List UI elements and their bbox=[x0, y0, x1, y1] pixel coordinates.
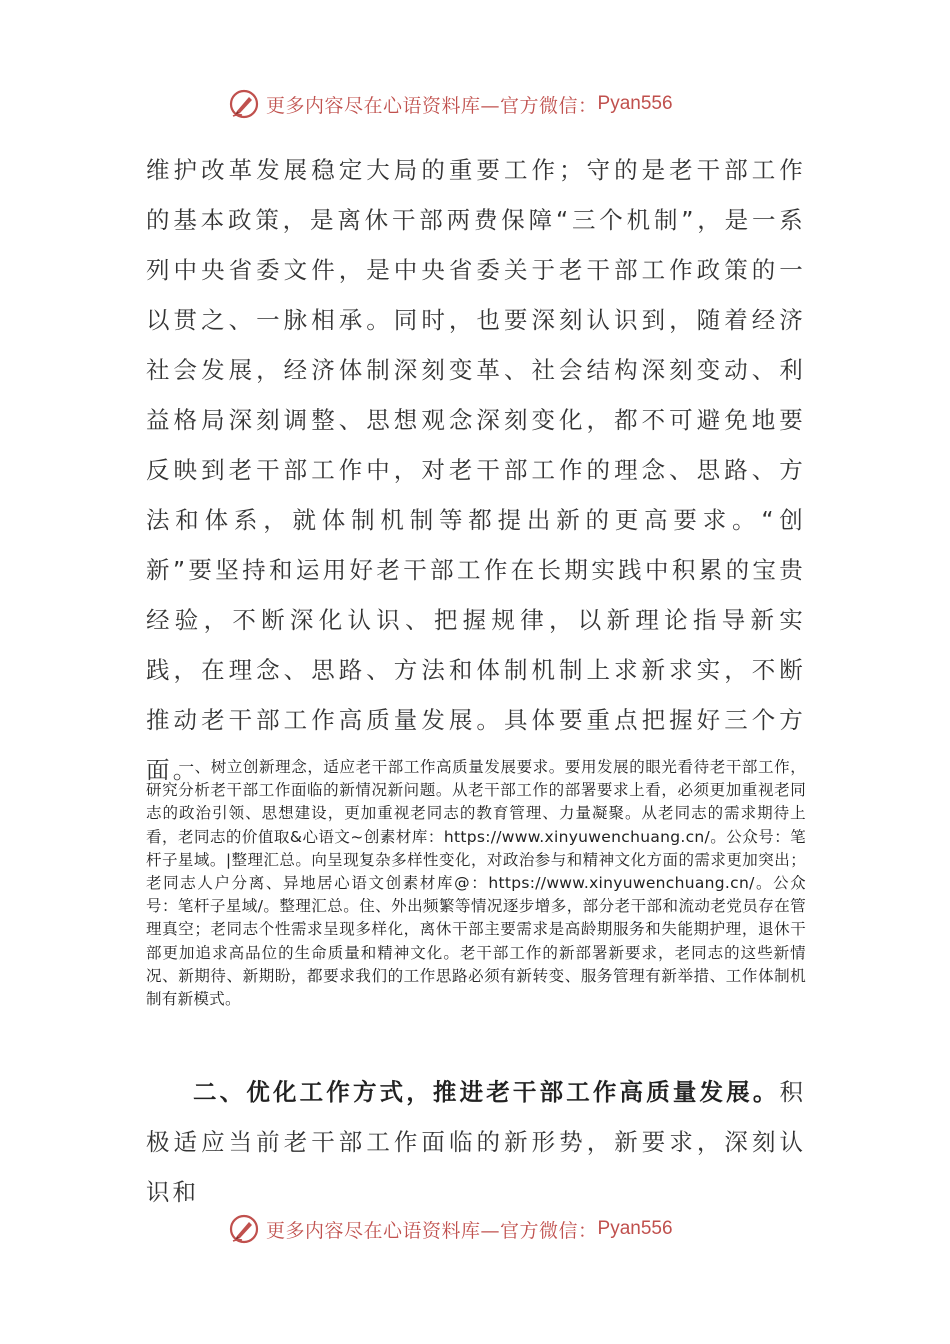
body-paragraph: 维护改革发展稳定大局的重要工作；守的是老干部工作的基本政策，是离休干部两费保障“三个机制”，是一系列中央省委文件，是中央省委关于老干部工作政策的一以贯之、一脉相承。同时，也要深刻认识到，随着经济社会发展，经济体制深刻变革、社会结构深刻变动、利益格局深刻调整、思想观念深刻变化，都不可避免地要反映到老干部工作中，对老干部工作的理念、思路、方法和体系，就体制机制等都提出新的更高要求。“创新”要坚持和运用好老干部工作在长期实践中积累的宝贵经验，不断深化认识、把握规律，以新理论指导新实践，在理念、思路、方法和体制机制上求新求实，不断推动老干部工作高质量发展。具体要重点把握好三个方面。 bbox=[146, 156, 806, 784]
header-banner-wechat: Pyan556 bbox=[597, 93, 673, 114]
footer-banner-wechat: Pyan556 bbox=[597, 1218, 673, 1239]
footer-banner bbox=[228, 1212, 728, 1246]
footer-banner-text: 更多内容尽在心语资料库—官方微信： bbox=[266, 1219, 598, 1242]
section1-paragraph: 一、树立创新理念，适应老干部工作高质量发展要求。要用发展的眼光看待老干部工作，研究分析老干部工作面临的新情况新问题。从老干部工作的部署要求上看，必须更加重视老同志的政治引领、思想建设，更加重视老同志的教育管理、力量凝聚。从老同志的需求期待上看，老同志的价值取&心语文~创素材库：https://www.xinyuwenchuang.cn/。公众号：笔杆子星域。|整理汇总。向呈现复杂多样性变化，对政治参与和精神文化方面的需求更加突出；老同志人户分离、异地居心语文创素材库@：https://www.xinyuwenchuang.cn/。公众号：笔杆子星域/。整理汇总。住、外出频繁等情况逐步增多，部分老干部和流动老党员存在管理真空；老同志个性需求呈现多样化，离休干部主要需求是高龄期服务和失能期护理，退休干部更加追求高品位的生命质量和精神文化。老干部工作的新部署新要求，老同志的这些新情况、新期待、新期盼，都要求我们的工作思路必须有新转变、服务管理有新举措、工作体制机制有新模式。 bbox=[146, 758, 806, 1009]
header-banner bbox=[228, 87, 728, 121]
section2-paragraph bbox=[146, 1067, 806, 1217]
section2-heading: 二、优化工作方式，推进老干部工作高质量发展。 bbox=[193, 1078, 780, 1106]
pen-logo-icon bbox=[228, 1213, 260, 1245]
pen-logo-icon bbox=[228, 88, 260, 120]
section2-text: 积极适应当前老干部工作面临的新形势，新要求，深刻认识和 bbox=[146, 1078, 806, 1206]
header-banner-text: 更多内容尽在心语资料库—官方微信： bbox=[266, 94, 598, 117]
